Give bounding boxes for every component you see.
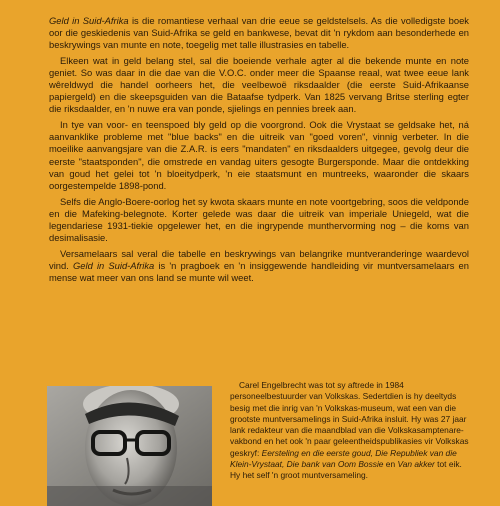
text-run: Elkeen wat in geld belang stel, sal die boeiende verhale agter al die bekende munte en note geniet. So was daar in die dae van die V.O.C. onder meer die Spaanse reaal, wat twee eeue lank wêreldwyd die handel oorheers het, die veelbewoë riksdaalder (die eerste Suid-Afrikaanse papiergeld) en die skeepsguiden van die Bataafse tydperk. Van 1825 vervang Britse sterling egter die riksdaalder, en 'n nuwe era van ponde, sjielings en pennies breek aan. (49, 55, 469, 115)
text-run: Carel Engelbrecht was tot sy aftrede in 1984 personeelbestuurder van Volkskas. Sedertdien is hy deeltyds besig met die inrig van 'n Volkskas-museum, wat een van die grootste muntversamelings in Suid-Afrika insluit. Hy was 27 jaar lank redakteur van die maandblad van die Volkskasamptenare-vakbond en het ook 'n paar geleentheidspublikasies vir Volkskas geskryf: (230, 380, 469, 458)
italic-title: Geld in Suid-Afrika (72, 259, 155, 271)
author-bio (230, 380, 473, 482)
italic-title: Eersteling en die eerste goud, Die Republiek van die Klein-Vrystaat, Die bank van Oom Bossie (230, 447, 457, 470)
italic-title: Geld in Suid-Afrika (49, 15, 129, 26)
text-run: tot eik. Hy het self 'n groot muntversameling. (230, 459, 462, 481)
text-run: Selfs die Anglo-Boere-oorlog het sy kwota skaars munte en note voortgebring, soos die veldponde en die Mafeking-belegnote. Korter gelede was daar die uitreik van imperiale Uniegeld, wat die legendariese 1931-tiekie opgelewer het, en die ingrypende munthervorming nog – die koms van desimalisasie. (49, 195, 469, 243)
text-run: Versamelaars sal veral die tabelle en beskrywings van belangrike muntveranderinge waardevol vind. (49, 247, 469, 271)
text-run: is 'n pragboek en 'n insiggewende handleiding vir muntversamelaars en mense wat meer van ons land se munte wil weet. (49, 259, 469, 283)
blurb-paragraph-5 (49, 248, 469, 284)
blurb-paragraph-4 (49, 196, 469, 244)
author-bio-paragraph (230, 380, 473, 482)
italic-title: Van akker (397, 459, 435, 470)
author-portrait-image (47, 386, 212, 506)
text-run: is die romantiese verhaal van drie eeue se geldstelsels. As die volledigste boek oor die geskiedenis van Suid-Afrika se geld en bankwese, bevat dit 'n rykdom aan besonderhede en beskrywings van munte en note, toegelig met talle illustrasies en tabelle. (49, 15, 469, 51)
blurb-paragraph-2 (49, 55, 469, 115)
blurb-paragraph-3 (49, 119, 469, 191)
text-run: en (383, 459, 398, 470)
author-photo (47, 386, 212, 506)
text-run: In tye van voor- en teenspoed bly geld op die voorgrond. Ook die Vrystaat se geldsake het, ná aanvanklike probleme met "blue backs" en die uitreik van "goed voren", vinnig verbeter. In die moeilike aanvangsjare van die Z.A.R. is eers "mandaten" en riksdaalders uitgegee, gevolg deur die eerste "staatsponden", die omstrede en vandag uiters gesogte Burgersponde. Maar die ontdekking van goud het gelei tot 'n bloeitydperk, 'n eie staatsmunt en muntreeks, waaronder die skaars oorgestempelde 1898-pond. (49, 119, 469, 191)
blurb-text (49, 15, 469, 288)
blurb-paragraph-1 (49, 15, 469, 51)
